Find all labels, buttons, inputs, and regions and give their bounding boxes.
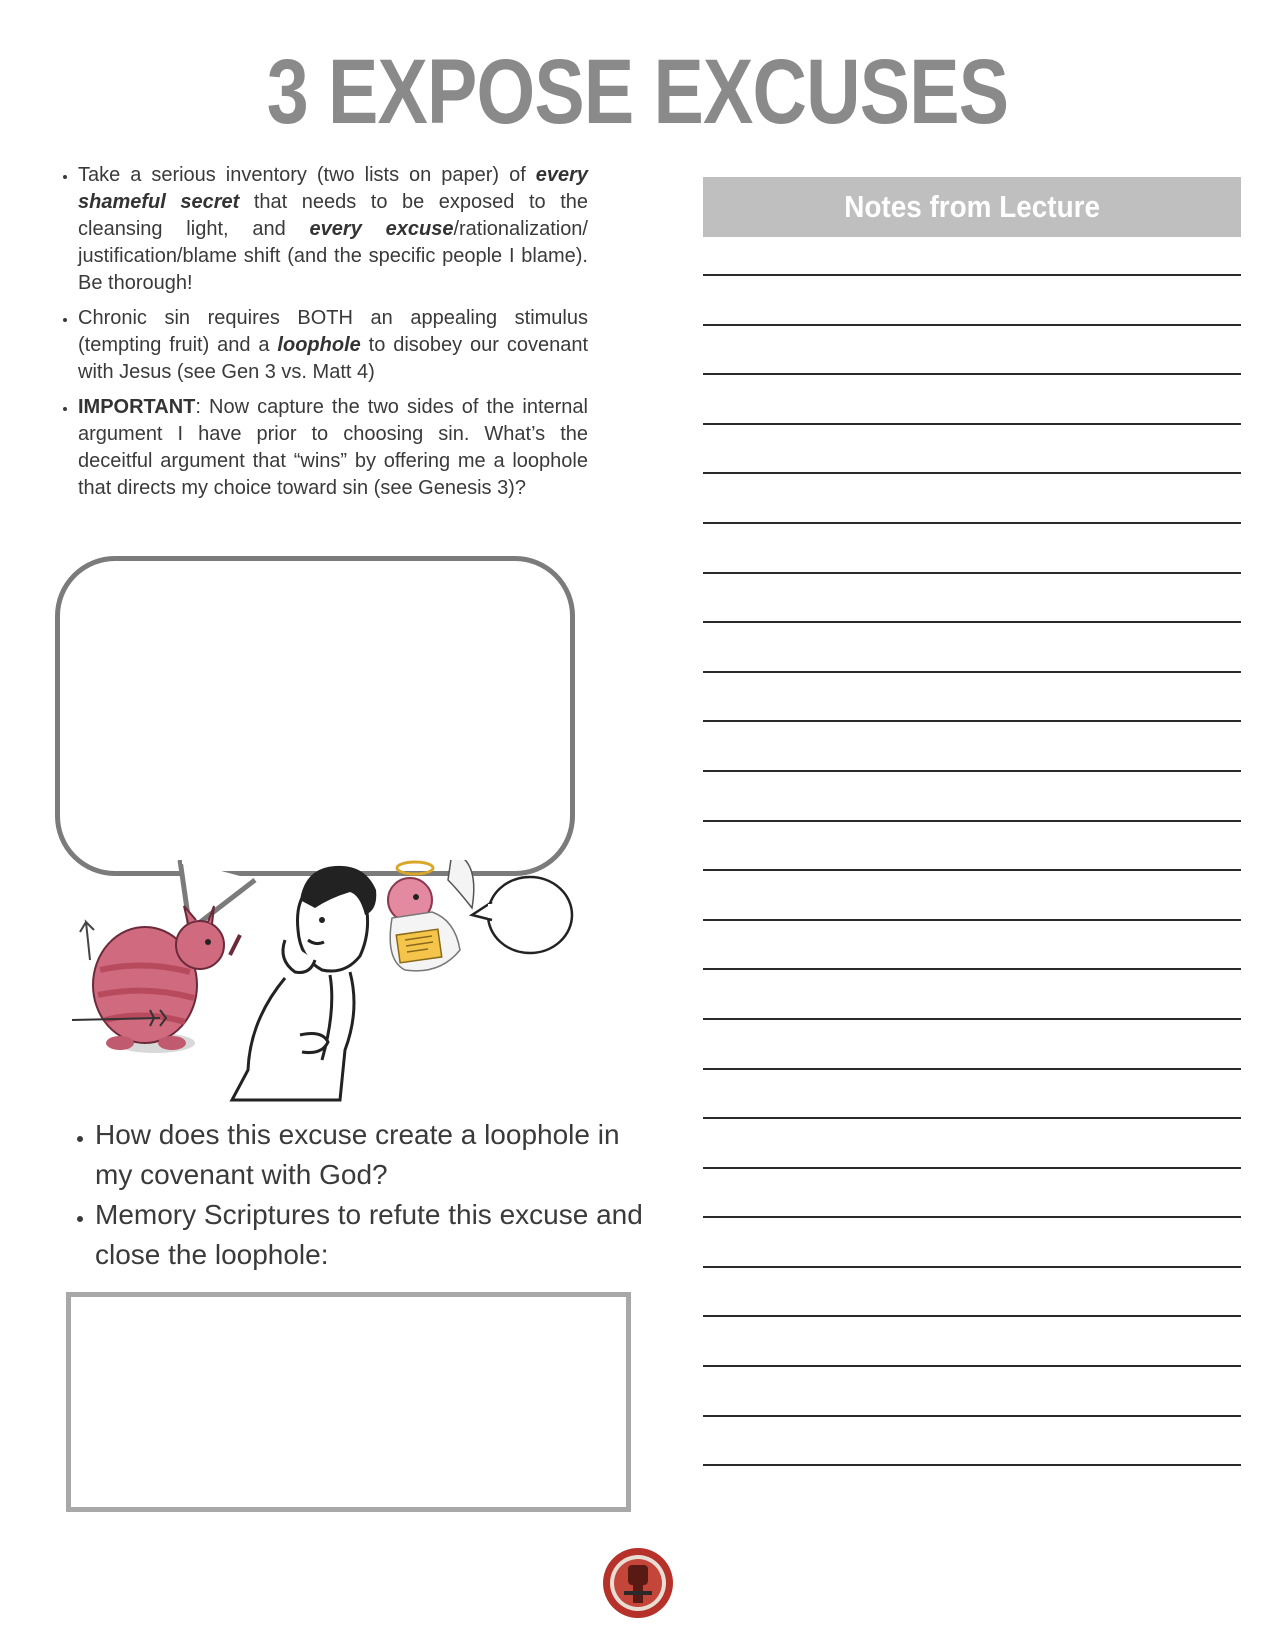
note-line[interactable] <box>703 720 1241 722</box>
page-title: 3 EXPOSE EXCUSES <box>266 41 1009 143</box>
instruction-list <box>58 162 588 510</box>
note-line[interactable] <box>703 1415 1241 1417</box>
instruction-item: • IMPORTANT: Now capture the two sides of the internal argument I have prior to choosing sin. What’s the deceitful argument that “wins” by offering me a loophole that directs my choice toward sin (see Genesis 3)? <box>78 394 588 502</box>
note-line[interactable] <box>703 869 1241 871</box>
note-line[interactable] <box>703 274 1241 276</box>
raised-fist-logo-icon <box>600 1545 676 1621</box>
notes-lines <box>703 274 1241 1514</box>
instruction-item: • Chronic sin requires BOTH an appealing stimulus (tempting fruit) and a loophole to disobey our covenant with Jesus (see Gen 3 vs. Matt 4) <box>78 305 588 386</box>
note-line[interactable] <box>703 770 1241 772</box>
question-item: • How does this excuse create a loophole in my covenant with God? <box>95 1115 655 1195</box>
note-line[interactable] <box>703 1315 1241 1317</box>
illustration <box>60 860 620 1120</box>
note-line[interactable] <box>703 621 1241 623</box>
notes-header: Notes from Lecture <box>703 177 1241 237</box>
angel-icon <box>388 860 572 971</box>
note-line[interactable] <box>703 1266 1241 1268</box>
memory-scriptures-answer-field[interactable] <box>66 1292 631 1512</box>
person-thinking-icon <box>232 866 376 1100</box>
note-line[interactable] <box>703 1216 1241 1218</box>
note-line[interactable] <box>703 1167 1241 1169</box>
emphasis-text: every shameful secret <box>78 164 588 213</box>
note-line[interactable] <box>703 820 1241 822</box>
instruction-item: • Take a serious inventory (two lists on paper) of every shameful secret that needs to be exposed to the cleansing light, and every excuse/rationalization/ justification/blame shift (and the specific people I blame). Be thorough! <box>78 162 588 297</box>
question-item: • Memory Scriptures to refute this excuse and close the loophole: <box>95 1195 655 1275</box>
note-line[interactable] <box>703 1018 1241 1020</box>
note-line[interactable] <box>703 1365 1241 1367</box>
note-line[interactable] <box>703 572 1241 574</box>
emphasis-text: loophole <box>277 334 361 356</box>
devil-icon <box>72 906 240 1053</box>
note-line[interactable] <box>703 1464 1241 1466</box>
note-line[interactable] <box>703 671 1241 673</box>
note-line[interactable] <box>703 472 1241 474</box>
note-line[interactable] <box>703 1117 1241 1119</box>
emphasis-text: every excuse <box>309 218 454 240</box>
note-line[interactable] <box>703 324 1241 326</box>
note-line[interactable] <box>703 968 1241 970</box>
note-line[interactable] <box>703 373 1241 375</box>
note-line[interactable] <box>703 423 1241 425</box>
note-line[interactable] <box>703 1068 1241 1070</box>
excuse-speech-bubble-field[interactable] <box>55 556 575 876</box>
important-label: IMPORTANT <box>78 396 196 418</box>
note-line[interactable] <box>703 919 1241 921</box>
note-line[interactable] <box>703 522 1241 524</box>
question-list <box>75 1115 655 1275</box>
